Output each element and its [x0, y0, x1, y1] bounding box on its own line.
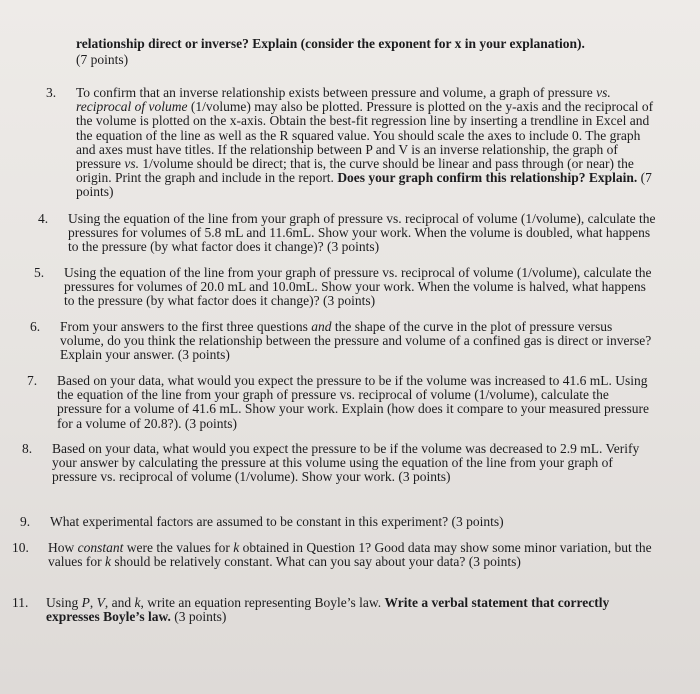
question-number: 11.	[12, 595, 29, 610]
question-number: 4.	[38, 211, 49, 226]
question-6	[30, 319, 658, 363]
question-5	[34, 265, 658, 309]
question-7	[27, 373, 657, 431]
question-3	[46, 85, 654, 200]
intro-points: (7 points)	[76, 52, 129, 67]
question-text: Based on your data, what would you expect the pressure to be if the volume was increased to 41.6 mL. Using the equation of the line from your graph of pressure vs. reciprocal of volume (1/volume), calculate the pressure for a volume of 41.6 mL. Show your work. Explain (how does it compare to your measured pressure for a volume of 20.8?). (3 points)	[57, 373, 649, 431]
question-text: To confirm that an inverse relationship exists between pressure and volume, a graph of pressure vs. reciprocal of volume (1/volume) may also be plotted. Pressure is plotted on the y-axis and the reciprocal of the volume is plotted on the x-axis. Obtain the best-fit regression line by inserting a trendline in Excel and the equation of the line as well as the R squared value. You should scale the axes to include 0. The graph and axes must have titles. If the relationship between P and V is an inverse relationship, the graph of pressure vs. 1/volume should be direct; that is, the curve should be linear and pass through (or near) the origin. Print the graph and include in the report. Does your graph confirm this relationship? Explain. (7 points)	[76, 85, 654, 200]
question-number: 7.	[27, 373, 38, 388]
question-number: 3.	[46, 85, 57, 100]
question-number: 9.	[20, 514, 31, 529]
question-text: Using P, V, and k, write an equation representing Boyle’s law. Write a verbal statement that correctly expresses Boyle’s law. (3 points)	[46, 595, 610, 625]
question-8	[22, 441, 658, 485]
question-4	[38, 211, 658, 255]
question-2-continuation	[76, 36, 676, 68]
question-10	[12, 540, 662, 570]
question-text: Based on your data, what would you expect the pressure to be if the volume was decreased to 2.9 mL. Verify your answer by calculating the pressure at this volume using the equation of the line from your graph of pressure vs. reciprocal of volume (1/volume). Show your work. (3 points)	[52, 441, 640, 485]
question-text: From your answers to the first three questions and the shape of the curve in the plot of pressure versus volume, do you think the relationship between the pressure and volume of a confined gas is direct or inverse? Explain your answer. (3 points)	[60, 319, 652, 363]
question-11	[12, 595, 646, 625]
question-text: What experimental factors are assumed to be constant in this experiment? (3 points)	[50, 514, 504, 529]
question-9	[20, 514, 658, 529]
question-text: How constant were the values for k obtained in Question 1? Good data may show some minor variation, but the values for k should be relatively constant. What can you say about your data? (3 points)	[48, 540, 652, 570]
question-text: Using the equation of the line from your graph of pressure vs. reciprocal of volume (1/volume), calculate the pressures for volumes of 20.0 mL and 10.0mL. Show your work. When the volume is halved, what happens to the pressure (by what factor does it change)? (3 points)	[64, 265, 652, 309]
question-number: 5.	[34, 265, 45, 280]
question-number: 8.	[22, 441, 33, 456]
question-number: 6.	[30, 319, 41, 334]
question-text: Using the equation of the line from your graph of pressure vs. reciprocal of volume (1/volume), calculate the pressures for volumes of 5.8 mL and 11.6mL. Show your work. When the volume is doubled, what happens to the pressure (by what factor does it change)? (3 points)	[68, 211, 656, 255]
intro-line: relationship direct or inverse? Explain (consider the exponent for x in your explanation).	[76, 36, 585, 51]
question-number: 10.	[12, 540, 29, 555]
